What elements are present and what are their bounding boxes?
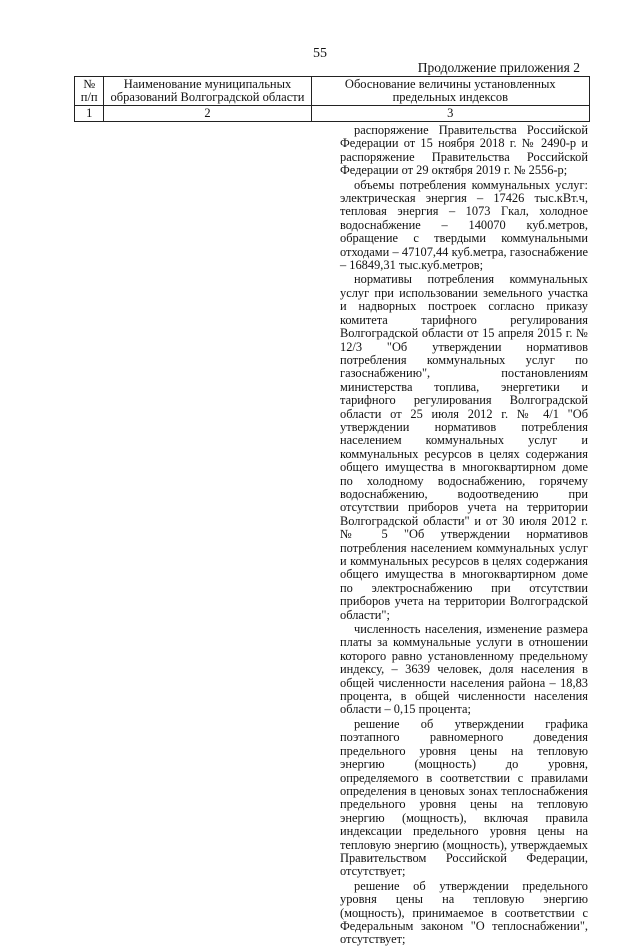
paragraph: распоряжение Правительства Российской Федерации от 15 ноября 2018 г. № 2490-р и распоряжение Правительства Российской Федерации от 29 октября 2019 г. № 2556-р; [340,123,588,178]
paragraph: объемы потребления коммунальных услуг: электрическая энергия – 17426 тыс.кВт.ч, тепловая энергия – 1073 Гкал, холодное водоснабжение – 140070 куб.метров, обращение с твердыми коммунальными отходами – 47107,44 куб.метра, газоснабжение – 16849,31 тыс.куб.метров; [340,177,588,273]
continuation-caption: Продолжение приложения 2 [417,60,580,75]
paragraph: численность населения, изменение размера платы за коммунальные услуги в отношении которого равно установленному предельному индексу, – 3639 человек, доля населения в общей численности населения района – 18,83 процента, в общей численности населения области – 0,15 процента; [340,622,588,717]
column-number-2: 2 [104,106,311,122]
table-column-numbers-row [75,106,590,122]
paragraph: решение об утверждении графика поэтапного равномерного доведения предельного уровня цены на тепловую энергию (мощность) до уровня, определяемого в соответствии с правилами определения в ценовых зонах теплоснабжения предельного уровня цены на тепловую энергию (мощность), включая правила индексации предельного уровня цены на тепловую энергию (мощность), утверждаемых Правительством Российской Федерации, отсутствует; [340,716,588,879]
column-header-municipality: Наименование муниципальных образований Волгоградской области [104,77,311,106]
table-header-row [75,77,590,106]
column-number-3: 3 [311,106,589,122]
page-number: 55 [313,46,327,61]
column-header-justification: Обоснование величины установленных предельных индексов [311,77,589,106]
column-header-number: № п/п [75,77,104,106]
appendix-table-header [74,76,590,122]
column-number-1: 1 [75,106,104,122]
justification-text [340,124,588,948]
paragraph: нормативы потребления коммунальных услуг при использовании земельного участка и надворных построек согласно приказу комитета тарифного регулирования Волгоградской области от 15 апреля 2015 г. № 12/3 "Об утверждении нормативов потребления коммунальных услуг по газоснабжению", постановлениям министерства топлива, энергетики и тарифного регулирования Волгоградской области от 25 июля 2012 г. № 4/1 "Об утверждении нормативов потребления населением коммунальных услуг и коммунальных ресурсов в целях содержания общего имущества в многоквартирном доме по холодному водоснабжению, горячему водоснабжению, водоотведению при отсутствии приборов учета на территории Волгоградской области" и от 30 июля 2012 г. № 5 "Об утверждении нормативов потребления населением коммунальных услуг и коммунальных ресурсов в целях содержания общего имущества в многоквартирном доме по электроснабжению при отсутствии приборов учета на территории Волгоградской области"; [340,272,588,622]
paragraph: решение об утверждении предельного уровня цены на тепловую энергию (мощность), принимаемое в соответствии с Федеральным законом "О теплоснабжении", отсутствует; [340,878,588,947]
